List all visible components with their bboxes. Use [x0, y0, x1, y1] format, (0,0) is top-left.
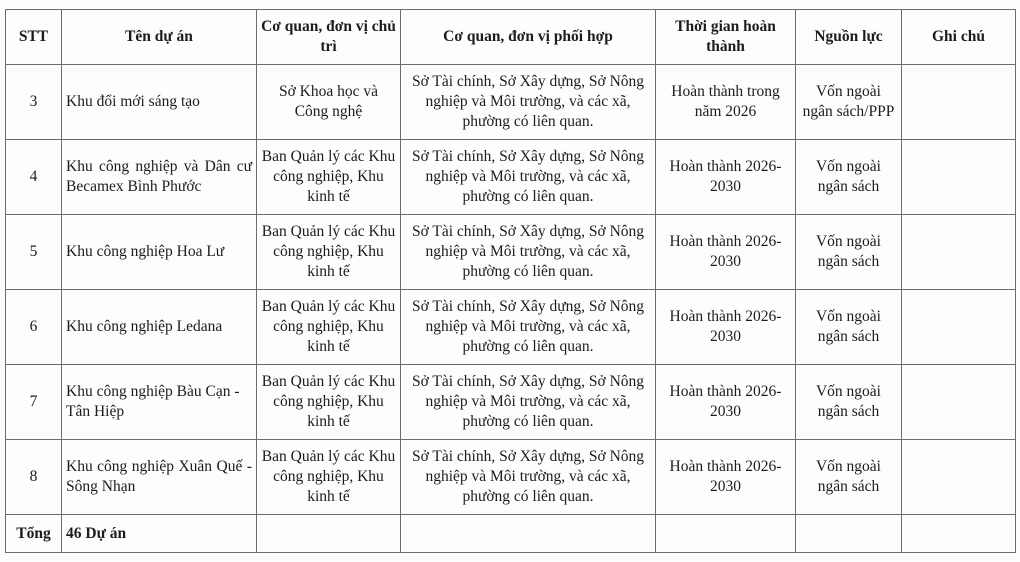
cell-notes — [902, 140, 1016, 215]
total-empty-cell — [656, 515, 796, 553]
cell-lead-agency: Sở Khoa học và Công nghệ — [257, 65, 401, 140]
cell-notes — [902, 440, 1016, 515]
cell-lead-agency: Ban Quản lý các Khu công nghiệp, Khu kinh tế — [257, 290, 401, 365]
cell-project-name: Khu công nghiệp Bàu Cạn - Tân Hiệp — [62, 365, 257, 440]
header-resources: Nguồn lực — [796, 10, 902, 65]
table-row — [6, 440, 1016, 515]
cell-notes — [902, 215, 1016, 290]
cell-resources: Vốn ngoài ngân sách — [796, 365, 902, 440]
table-header-row — [6, 10, 1016, 65]
table-row — [6, 215, 1016, 290]
cell-resources: Vốn ngoài ngân sách — [796, 290, 902, 365]
cell-notes — [902, 365, 1016, 440]
cell-lead-agency: Ban Quản lý các Khu công nghiệp, Khu kinh tế — [257, 215, 401, 290]
total-value: 46 Dự án — [62, 515, 257, 553]
cell-coordinating-agency: Sở Tài chính, Sở Xây dựng, Sở Nông nghiệp và Môi trường, và các xã, phường có liên quan. — [401, 140, 656, 215]
total-empty-cell — [401, 515, 656, 553]
header-completion-time: Thời gian hoàn thành — [656, 10, 796, 65]
cell-stt: 5 — [6, 215, 62, 290]
header-coordinating-agency: Cơ quan, đơn vị phối hợp — [401, 10, 656, 65]
cell-stt: 7 — [6, 365, 62, 440]
cell-coordinating-agency: Sở Tài chính, Sở Xây dựng, Sở Nông nghiệp và Môi trường, và các xã, phường có liên quan. — [401, 290, 656, 365]
project-table — [5, 9, 1016, 553]
cell-coordinating-agency: Sở Tài chính, Sở Xây dựng, Sở Nông nghiệp và Môi trường, và các xã, phường có liên quan. — [401, 65, 656, 140]
cell-stt: 8 — [6, 440, 62, 515]
cell-stt: 4 — [6, 140, 62, 215]
cell-project-name: Khu công nghiệp Ledana — [62, 290, 257, 365]
cell-coordinating-agency: Sở Tài chính, Sở Xây dựng, Sở Nông nghiệp và Môi trường, và các xã, phường có liên quan. — [401, 365, 656, 440]
cell-completion-time: Hoàn thành 2026-2030 — [656, 140, 796, 215]
total-label: Tổng — [6, 515, 62, 553]
cell-resources: Vốn ngoài ngân sách/PPP — [796, 65, 902, 140]
cell-project-name: Khu công nghiệp Hoa Lư — [62, 215, 257, 290]
cell-completion-time: Hoàn thành 2026-2030 — [656, 365, 796, 440]
total-empty-cell — [257, 515, 401, 553]
cell-project-name: Khu công nghiệp và Dân cư Becamex Bình Phước — [62, 140, 257, 215]
cell-coordinating-agency: Sở Tài chính, Sở Xây dựng, Sở Nông nghiệp và Môi trường, và các xã, phường có liên quan. — [401, 215, 656, 290]
header-stt: STT — [6, 10, 62, 65]
cell-project-name: Khu đổi mới sáng tạo — [62, 65, 257, 140]
cell-stt: 6 — [6, 290, 62, 365]
cell-notes — [902, 65, 1016, 140]
cell-resources: Vốn ngoài ngân sách — [796, 215, 902, 290]
header-notes: Ghi chú — [902, 10, 1016, 65]
cell-project-name: Khu công nghiệp Xuân Quế - Sông Nhạn — [62, 440, 257, 515]
header-project-name: Tên dự án — [62, 10, 257, 65]
cell-coordinating-agency: Sở Tài chính, Sở Xây dựng, Sở Nông nghiệp và Môi trường, và các xã, phường có liên quan. — [401, 440, 656, 515]
cell-completion-time: Hoàn thành trong năm 2026 — [656, 65, 796, 140]
cell-lead-agency: Ban Quản lý các Khu công nghiệp, Khu kinh tế — [257, 140, 401, 215]
cell-resources: Vốn ngoài ngân sách — [796, 140, 902, 215]
cell-notes — [902, 290, 1016, 365]
total-empty-cell — [796, 515, 902, 553]
table-row — [6, 290, 1016, 365]
cell-lead-agency: Ban Quản lý các Khu công nghiệp, Khu kinh tế — [257, 365, 401, 440]
cell-completion-time: Hoàn thành 2026-2030 — [656, 290, 796, 365]
total-empty-cell — [902, 515, 1016, 553]
header-lead-agency: Cơ quan, đơn vị chủ trì — [257, 10, 401, 65]
cell-completion-time: Hoàn thành 2026-2030 — [656, 440, 796, 515]
table-row — [6, 65, 1016, 140]
cell-resources: Vốn ngoài ngân sách — [796, 440, 902, 515]
table-row — [6, 365, 1016, 440]
cell-completion-time: Hoàn thành 2026-2030 — [656, 215, 796, 290]
total-row — [6, 515, 1016, 553]
table-row — [6, 140, 1016, 215]
cell-lead-agency: Ban Quản lý các Khu công nghiệp, Khu kinh tế — [257, 440, 401, 515]
cell-stt: 3 — [6, 65, 62, 140]
